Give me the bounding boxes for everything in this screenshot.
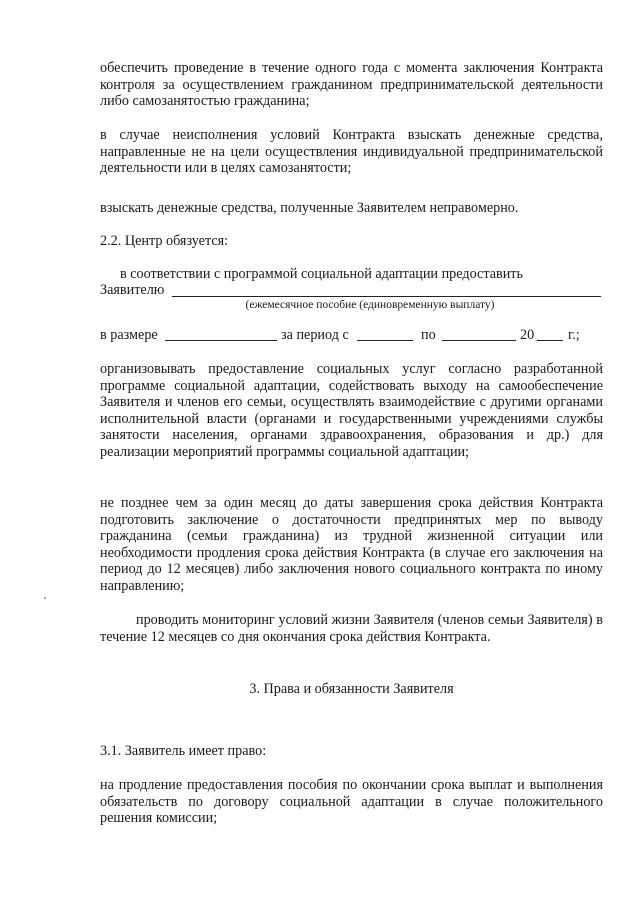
period-to-label: по xyxy=(421,327,436,343)
margin-mark xyxy=(44,597,46,599)
section-3-title: 3. Права и обязанности Заявителя xyxy=(249,681,454,697)
period-from-blank-line xyxy=(357,340,413,341)
paragraph-social-services: организовывать предоставление социальных услуг согласно разработанной программе социальной адаптации, содействовать выходу на самообеспечение Заявителя и членов его семьи, осуществлять взаимодействие с другими органами исполнительной власти (органами и государственными учреждениями службы занятости населения, органами здравоохранения, образования и др.) для реализации мероприятий программы социальной адаптации; xyxy=(100,361,603,460)
paragraph-monitoring: проводить мониторинг условий жизни Заявителя (членов семьи Заявителя) в течение 12 месяцев со дня окончания срока действия Контракта. xyxy=(100,612,603,645)
paragraph-control-obligation: обеспечить проведение в течение одного года с момента заключения Контракта контроля за осуществлением гражданином предпринимательской деятельности либо самозанятостью гражданина; xyxy=(100,60,603,110)
paragraph-recover-funds-misuse: в случае неисполнения условий Контракта взыскать денежные средства, направленные не на цели осуществления индивидуальной предпринимательской деятельности или в целях самозанятости; xyxy=(100,127,603,177)
paragraph-conclusion-deadline: не позднее чем за один месяц до даты завершения срока действия Контракта подготовить заключение о достаточности предпринятых мер по выводу гражданина (семьи гражданина) из трудной жизненной ситуации или необходимости продления срока действия Контракта (в случае его заключения на период до 12 месяцев) либо заключения нового социального контракта по иному направлению; xyxy=(100,495,603,594)
applicant-label: Заявителю xyxy=(100,282,165,298)
paragraph-adaptation-program: в соответствии с программой социальной адаптации предоставить xyxy=(120,266,523,282)
year-suffix: г.; xyxy=(568,327,580,343)
paragraph-recover-funds-unlawful: взыскать денежные средства, полученные Заявителем неправомерно. xyxy=(100,200,519,216)
paragraph-benefit-extension: на продление предоставления пособия по окончании срока выплат и выполнения обязательств по договору социальной адаптации в случае положительного решения комиссии; xyxy=(100,777,603,827)
heading-3-1: 3.1. Заявитель имеет право: xyxy=(100,743,267,759)
amount-blank-line xyxy=(165,340,277,341)
benefit-blank-line xyxy=(172,296,601,297)
amount-label: в размере xyxy=(100,327,158,343)
benefit-caption: (ежемесячное пособие (единовременную выплату) xyxy=(245,299,495,311)
year-blank-line xyxy=(537,340,563,341)
heading-2-2: 2.2. Центр обязуется: xyxy=(100,233,229,249)
period-to-blank-line xyxy=(442,340,516,341)
period-from-label: за период с xyxy=(281,327,349,343)
year-label: 20 xyxy=(520,327,535,343)
